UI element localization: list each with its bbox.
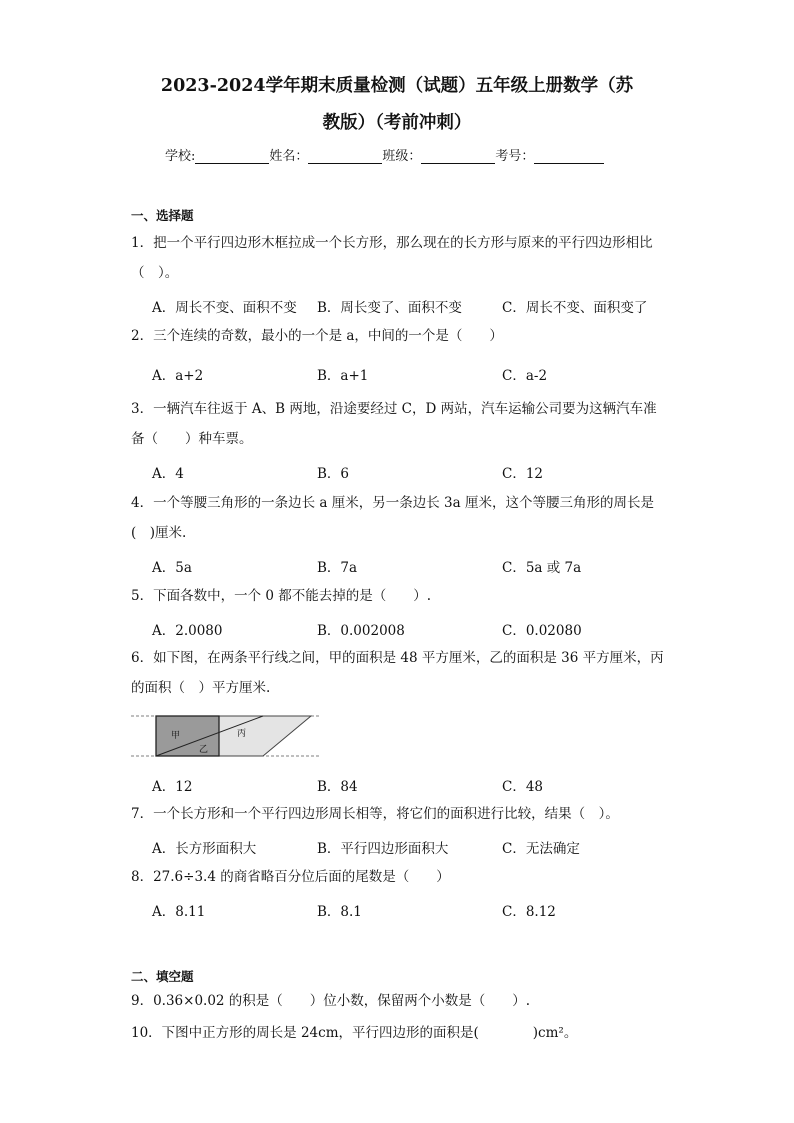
school-field[interactable] (195, 149, 269, 164)
question-7: 7．一个长方形和一个平行四边形周长相等，将它们的面积进行比较，结果（ ）。 (131, 806, 619, 822)
area-diagram (131, 710, 321, 762)
label-bing: 丙 (237, 729, 247, 739)
question-2-options (152, 364, 672, 384)
question-6: 6．如下图，在两条平行线之间，甲的面积是 48 平方厘米，乙的面积是 36 平方厘米，丙的面积（ ）平方厘米. (131, 650, 664, 696)
number-field[interactable] (534, 149, 604, 164)
option-b[interactable]: B．平行四边形面积大 (317, 841, 449, 857)
question-5-options (152, 619, 672, 639)
question-1-options (152, 296, 672, 316)
question-3-options (152, 462, 672, 482)
student-info-row (165, 145, 604, 164)
option-a[interactable]: A．2.0080 (152, 623, 223, 639)
class-label: 班级： (382, 149, 422, 164)
option-a[interactable]: A．5a (152, 560, 192, 576)
option-a[interactable]: A．周长不变、面积不变 (152, 300, 297, 316)
number-label: 考号： (495, 149, 535, 164)
option-a[interactable]: A．长方形面积大 (152, 841, 257, 857)
option-b[interactable]: B．周长变了、面积不变 (317, 300, 462, 316)
option-b[interactable]: B．8.1 (317, 904, 362, 920)
label-jia: 甲 (171, 731, 181, 741)
question-2: 2．三个连续的奇数，最小的一个是 a，中间的一个是（ ） (131, 328, 503, 344)
option-b[interactable]: B．0.002008 (317, 623, 405, 639)
page-title (95, 68, 699, 142)
option-c[interactable]: C．a-2 (502, 368, 548, 384)
label-yi: 乙 (199, 745, 209, 755)
question-5: 5．下面各数中，一个 0 都不能去掉的是（ ）. (131, 588, 432, 604)
question-4-options (152, 556, 672, 576)
section-heading-fill: 二、填空题 (131, 969, 194, 984)
option-b[interactable]: B．6 (317, 466, 350, 482)
name-label: 姓名： (269, 149, 309, 164)
question-1: 1．把一个平行四边形木框拉成一个长方形，那么现在的长方形与原来的平行四边形相比（ ）。 (131, 235, 653, 281)
title-line-2: 教版）（考前冲刺） (322, 113, 472, 133)
question-9: 9．0.36×0.02 的积是（ ）位小数，保留两个小数是（ ）. (131, 993, 531, 1009)
school-label: 学校: (165, 149, 196, 164)
parallelogram-bing (219, 716, 311, 756)
question-8: 8．27.6÷3.4 的商省略百分位后面的尾数是（ ） (131, 869, 450, 885)
question-7-options (152, 837, 672, 857)
option-c[interactable]: C．5a 或 7a (502, 560, 582, 576)
class-field[interactable] (421, 149, 495, 164)
option-b[interactable]: B．84 (317, 779, 358, 795)
option-c[interactable]: C．8.12 (502, 904, 556, 920)
question-8-options (152, 900, 672, 920)
option-b[interactable]: B．7a (317, 560, 358, 576)
option-c[interactable]: C．0.02080 (502, 623, 582, 639)
option-a[interactable]: A．a+2 (152, 368, 204, 384)
option-a[interactable]: A．4 (152, 466, 184, 482)
name-field[interactable] (308, 149, 382, 164)
option-c[interactable]: C．周长不变、面积变了 (502, 300, 648, 316)
option-c[interactable]: C．48 (502, 779, 544, 795)
question-10: 10．下图中正方形的周长是 24cm，平行四边形的面积是( )cm²。 (131, 1025, 578, 1041)
question-6-options (152, 775, 672, 795)
option-a[interactable]: A．12 (152, 779, 193, 795)
title-line-1: 2023-2024学年期末质量检测（试题）五年级上册数学（苏 (160, 76, 634, 96)
option-c[interactable]: C．12 (502, 466, 544, 482)
parallel-lines-figure (131, 710, 321, 762)
option-b[interactable]: B．a+1 (317, 368, 369, 384)
option-a[interactable]: A．8.11 (152, 904, 206, 920)
section-heading-choice: 一、选择题 (131, 208, 194, 223)
option-c[interactable]: C．无法确定 (502, 841, 580, 857)
question-4: 4．一个等腰三角形的一条边长 a 厘米，另一条边长 3a 厘米，这个等腰三角形的周长是( )厘米. (131, 495, 654, 541)
question-3: 3．一辆汽车往返于 A、B 两地，沿途要经过 C，D 两站，汽车运输公司要为这辆汽车准备（ ）种车票。 (131, 401, 657, 447)
